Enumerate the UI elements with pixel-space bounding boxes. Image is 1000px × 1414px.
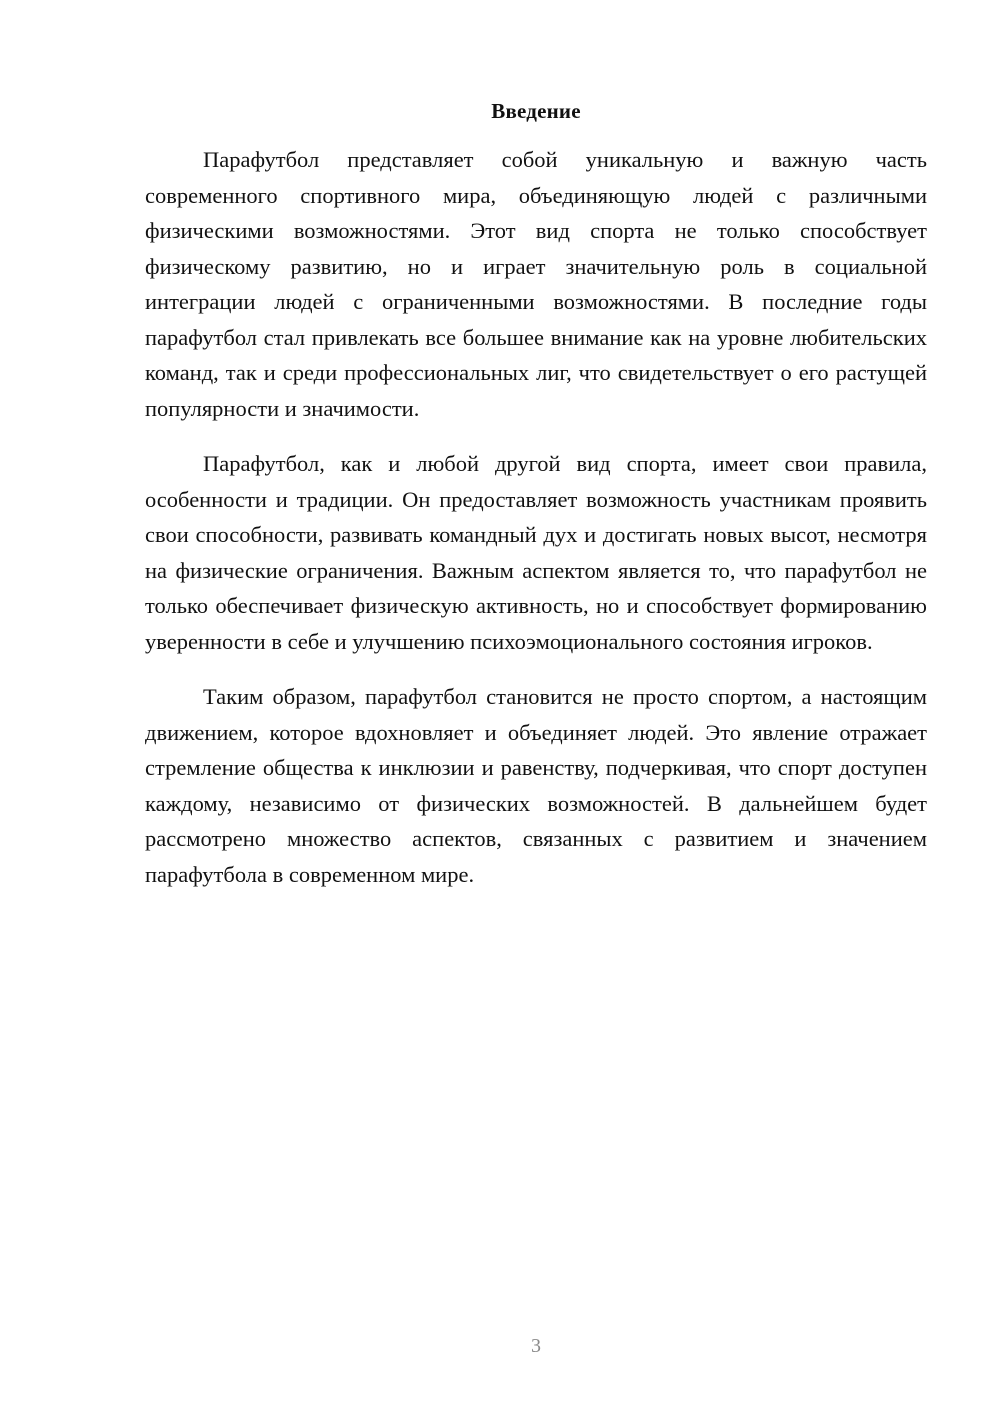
- paragraph-3: Таким образом, парафутбол становится не просто спортом, а настоящим движением, которое вдохновляет и объединяет людей. Это явление отражает стремление общества к инклюзии и равенству, подчеркивая, что спорт доступен каждому, независимо от физических возможностей. В дальнейшем будет рассмотрено множество аспектов, связанных с развитием и значением парафутбола в современном мире.: [145, 684, 927, 887]
- section-heading: Введение: [491, 99, 581, 123]
- paragraph-2: Парафутбол, как и любой другой вид спорта, имеет свои правила, особенности и традиции. Он предоставляет возможность участникам проявить свои способности, развивать командный дух и достигать новых высот, несмотря на физические ограничения. Важным аспектом является то, что парафутбол не только обеспечивает физическую активность, но и способствует формированию уверенности в себе и улучшению психоэмоционального состояния игроков.: [145, 451, 927, 654]
- page-number: 3: [531, 1335, 541, 1357]
- body-text: [145, 142, 927, 912]
- paragraph-1: Парафутбол представляет собой уникальную и важную часть современного спортивного мира, объединяющую людей с различными физическими возможностями. Этот вид спорта не только способствует физическому развитию, но и играет значительную роль в социальной интеграции людей с ограниченными возможностями. В последние годы парафутбол стал привлекать все большее внимание как на уровне любительских команд, так и среди профессиональных лиг, что свидетельствует о его растущей популярности и значимости.: [145, 147, 927, 421]
